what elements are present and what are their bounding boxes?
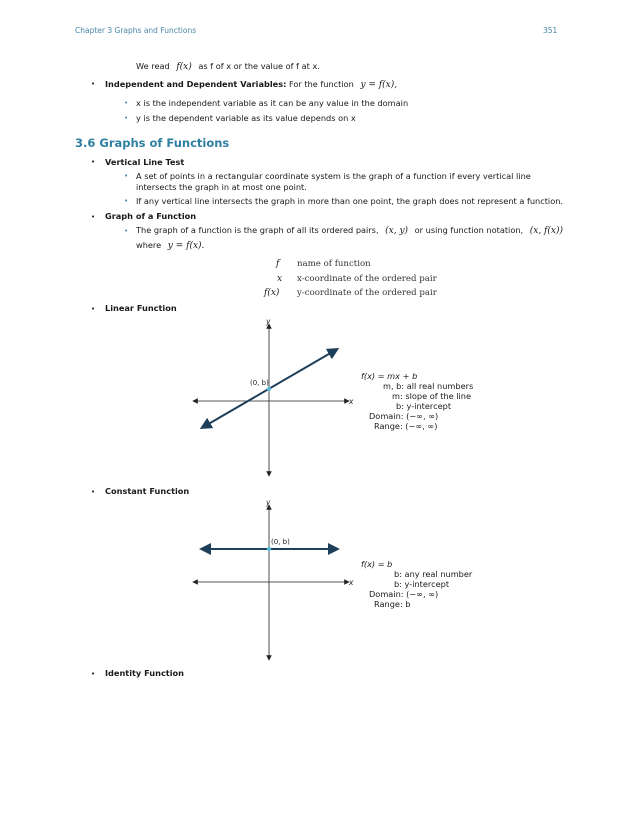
sub-bullet-dot-icon: • (124, 172, 129, 180)
bullet-dot-icon: • (91, 213, 96, 221)
constant-prop: b: y-intercept (394, 579, 450, 589)
graph-of-function-text (136, 225, 563, 236)
bullet-dot-icon: • (91, 158, 96, 166)
independent-text: For the function (288, 79, 354, 89)
linear-prop-range: Range: (−∞, ∞) (374, 421, 438, 431)
independent-line (105, 79, 397, 90)
y-axis-label: y (266, 498, 271, 507)
linear-prop-equation: f(x) = mx + b (361, 371, 418, 381)
page-number: 351 (543, 26, 558, 35)
independent-item-1: x is the independent variable as it can be any value in the domain (136, 98, 409, 108)
y-intercept-point (267, 547, 271, 551)
identity-function-title: Identity Function (105, 668, 184, 678)
legend-symbol: f(x) (264, 288, 280, 298)
linear-prop: m: slope of the line (392, 391, 472, 401)
constant-prop-equation: f(x) = b (361, 559, 393, 569)
legend-desc: y-coordinate of the ordered pair (297, 288, 437, 298)
legend-symbol: f (276, 259, 280, 269)
read-rest: as f of x or the value of f at x. (198, 61, 320, 71)
x-axis-label: x (349, 578, 354, 587)
independent-item-2: y is the dependent variable as its value depends on x (136, 113, 356, 123)
graph-where: where (136, 240, 162, 250)
constant-function-title: Constant Function (105, 486, 190, 496)
bullet-dot-icon: • (91, 305, 96, 313)
bullet-dot-icon: • (91, 670, 96, 678)
graph-where-eq: y = f(x). (167, 241, 205, 251)
sub-bullet-dot-icon: • (124, 227, 129, 235)
vertical-line-test-title: Vertical Line Test (105, 157, 185, 167)
constant-graph (190, 495, 360, 663)
y-intercept-point (267, 387, 271, 391)
chapter-header: Chapter 3 Graphs and Functions (75, 26, 197, 35)
graph-of-function-title: Graph of a Function (105, 211, 197, 221)
constant-prop-domain: Domain: (−∞, ∞) (369, 589, 439, 599)
bullet-dot-icon: • (91, 488, 96, 496)
read-prefix: We read (136, 61, 170, 71)
legend-desc: name of function (297, 259, 371, 269)
linear-graph (190, 314, 360, 479)
read-line (136, 61, 320, 72)
linear-prop-domain: Domain: (−∞, ∞) (369, 411, 439, 421)
section-title: 3.6 Graphs of Functions (75, 136, 230, 150)
bullet-dot-icon: • (91, 80, 96, 88)
sub-bullet-dot-icon: • (124, 99, 129, 107)
independent-eq: y = f(x), (360, 80, 398, 90)
point-label: (0, b) (271, 538, 290, 546)
sub-bullet-dot-icon: • (124, 114, 129, 122)
independent-title: Independent and Dependent Variables: (105, 79, 287, 89)
function-pair: (x, f(x)) (529, 226, 563, 236)
legend-desc: x-coordinate of the ordered pair (297, 274, 437, 284)
graph-text-2: or using function notation, (414, 225, 524, 235)
constant-prop-range: Range: b (374, 599, 411, 609)
x-axis-label: x (349, 397, 354, 406)
point-label: (0, b) (250, 379, 269, 387)
vertical-line-test-item-1: A set of points in a rectangular coordinate system is the graph of a function if every vertical line intersects the graph in at most one point. (136, 171, 531, 192)
ordered-pair: (x, y) (385, 226, 409, 236)
vertical-line-test-item-2: If any vertical line intersects the graph in more than one point, the graph does not represent a function. (136, 196, 563, 206)
sub-bullet-dot-icon: • (124, 197, 129, 205)
constant-prop: b: any real number (394, 569, 473, 579)
legend-symbol: x (277, 274, 283, 284)
read-fx: f(x) (176, 62, 192, 72)
graph-where-line (136, 240, 204, 251)
linear-prop: b: y-intercept (396, 401, 452, 411)
linear-function-title: Linear Function (105, 303, 177, 313)
linear-prop: m, b: all real numbers (383, 381, 474, 391)
graph-text-1: The graph of a function is the graph of all its ordered pairs, (136, 225, 379, 235)
y-axis-label: y (266, 317, 271, 326)
